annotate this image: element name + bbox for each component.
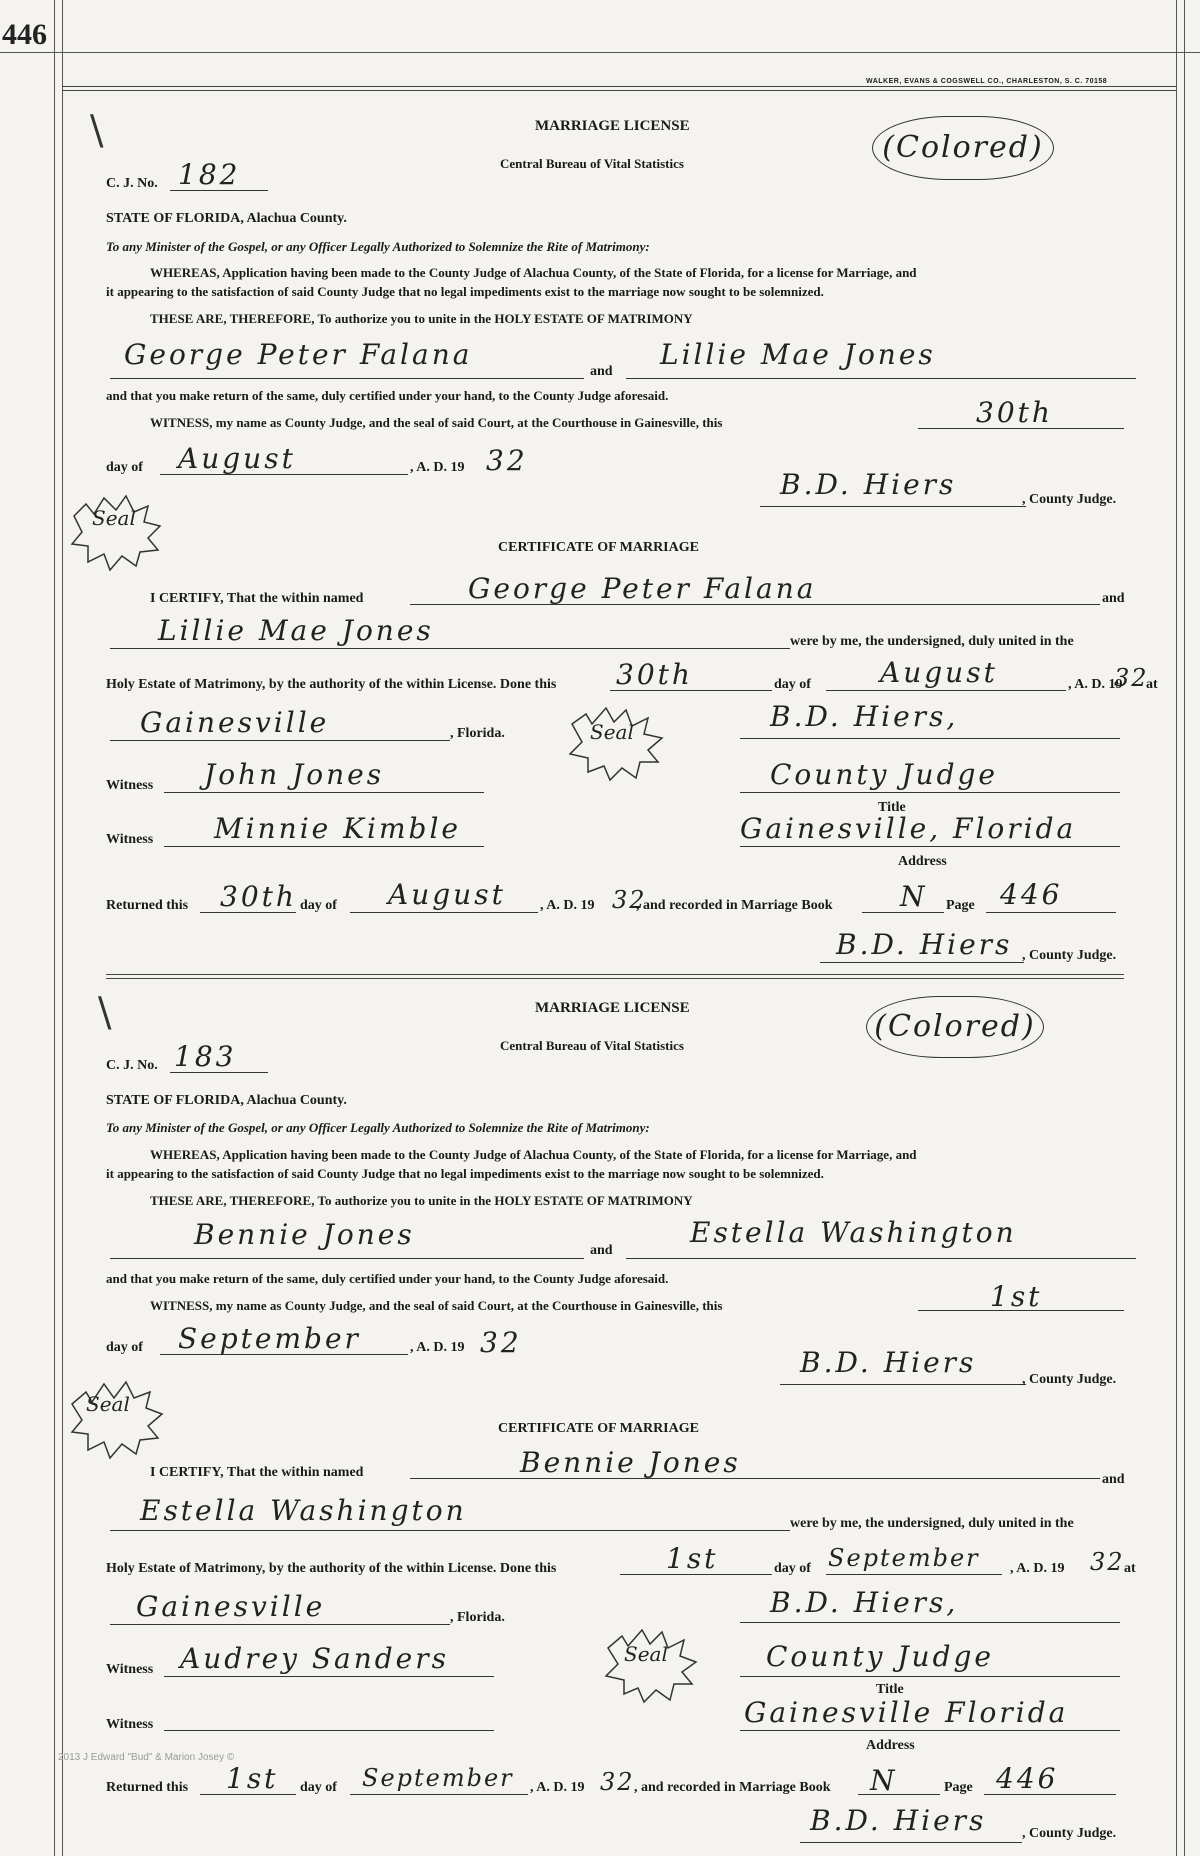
returned-ad: , A. D. 19: [530, 1780, 585, 1795]
witness-2-line: [164, 846, 484, 847]
witness-1-line: [164, 792, 484, 793]
recorded-label: , and recorded in Marriage Book: [636, 898, 833, 913]
license-day: 30th: [976, 396, 1053, 429]
court-seal-mark: [64, 486, 174, 572]
cert-and-label: and: [1102, 1472, 1125, 1487]
returned-day-line: [200, 1794, 296, 1795]
these-are-line: THESE ARE, THEREFORE, To authorize you to unite in the HOLY ESTATE OF MATRIMONY: [150, 311, 693, 326]
seal-text: Seal: [86, 1392, 130, 1416]
day-of-label: day of: [106, 460, 143, 475]
certificate-title: CERTIFICATE OF MARRIAGE: [498, 540, 699, 555]
holy-estate-label: Holy Estate of Matrimony, by the authority of the within License. Done this: [106, 1561, 557, 1576]
done-month: August: [880, 656, 998, 689]
place: Gainesville: [136, 1590, 326, 1623]
cert-bride-line: [110, 1530, 790, 1531]
witness-1-line: [164, 1676, 494, 1677]
license-year: 32: [486, 444, 528, 477]
top-rule: [0, 52, 1200, 53]
returned-ad: , A. D. 19: [540, 898, 595, 913]
record-check-mark: \: [98, 990, 112, 1036]
return-same-line: and that you make return of the same, duly certified under your hand, to the County Judge aforesaid.: [106, 388, 669, 403]
judge-signature-line: [780, 1384, 1026, 1385]
cert-and-label: and: [1102, 591, 1125, 606]
done-year: 32: [1090, 1548, 1125, 1576]
cert-bride-line: [110, 648, 790, 649]
license-month-line: [160, 1354, 408, 1355]
done-month: September: [828, 1544, 980, 1572]
cj-no-label: C. J. No.: [106, 1058, 158, 1073]
these-are-line: THESE ARE, THEREFORE, To authorize you to unite in the HOLY ESTATE OF MATRIMONY: [150, 1193, 693, 1208]
license-day-line: [918, 428, 1124, 429]
license-title: MARRIAGE LICENSE: [535, 1000, 690, 1016]
cert-groom: Bennie Jones: [520, 1446, 741, 1479]
done-ad: , A. D. 19: [1010, 1561, 1065, 1576]
page-label: Page: [944, 1780, 973, 1795]
witness-seal-line: WITNESS, my name as County Judge, and the seal of said Court, at the Courthouse in Gainesville, this: [150, 415, 723, 430]
officiant-signature: B.D. Hiers,: [770, 700, 959, 733]
i-certify-label: I CERTIFY, That the within named: [150, 1465, 364, 1480]
returned-day-of: day of: [300, 898, 337, 913]
address-label: Address: [866, 1738, 915, 1753]
cert-seal-mark: [560, 700, 672, 784]
returned-month: September: [362, 1764, 514, 1792]
right-margin-rule: [1176, 0, 1177, 1856]
returned-year: 32: [612, 886, 647, 914]
and-label: and: [590, 1243, 613, 1258]
judge-signature: B.D. Hiers: [800, 1346, 977, 1379]
county-judge-label: , County Judge.: [1022, 492, 1117, 507]
done-ad: , A. D. 19: [1068, 677, 1123, 692]
place-line: [110, 1624, 450, 1625]
cj-no-value: 182: [178, 158, 241, 191]
bride-line: [626, 1258, 1136, 1259]
license-year: 32: [480, 1326, 522, 1359]
returned-month-line: [350, 912, 538, 913]
groom-name: Bennie Jones: [194, 1218, 415, 1251]
done-day-of: day of: [774, 677, 811, 692]
officiant-title-line: [740, 1676, 1120, 1677]
return-signature: B.D. Hiers: [836, 928, 1013, 961]
witness-1-label: Witness: [106, 1662, 154, 1677]
whereas-line-2: it appearing to the satisfaction of said County Judge that no legal impediments exist to the marriage now sought to be solemnized.: [106, 1166, 824, 1181]
done-month-line: [826, 690, 1066, 691]
state-line: STATE OF FLORIDA, Alachua County.: [106, 1093, 347, 1108]
return-county-judge: , County Judge.: [1022, 1826, 1117, 1841]
place: Gainesville: [140, 706, 330, 739]
and-label: and: [590, 364, 613, 379]
returned-day: 1st: [226, 1762, 279, 1795]
colored-annotation: (Colored): [872, 116, 1054, 180]
right-margin-rule-outer: [1184, 0, 1185, 1856]
done-year: 32: [1114, 664, 1149, 692]
license-title: MARRIAGE LICENSE: [535, 118, 690, 134]
book-page-value: 446: [1000, 878, 1063, 911]
printer-imprint: WALKER, EVANS & COGSWELL CO., CHARLESTON, S. C. 70158: [866, 78, 1108, 85]
cert-bride: Lillie Mae Jones: [158, 614, 434, 647]
bride-line: [626, 378, 1136, 379]
officiant-line: [740, 1622, 1120, 1623]
officiant-address-line: [740, 846, 1120, 847]
witness-2-label: Witness: [106, 1717, 154, 1732]
returned-day-line: [200, 912, 296, 913]
title-label: Title: [878, 800, 906, 815]
return-signature: B.D. Hiers: [810, 1804, 987, 1837]
colored-annotation: (Colored): [866, 996, 1044, 1058]
officiant-line: [740, 738, 1120, 739]
place-line: [110, 740, 450, 741]
officiant-title: County Judge: [770, 758, 998, 791]
cert-seal-mark: [596, 1622, 706, 1706]
i-certify-label: I CERTIFY, That the within named: [150, 591, 364, 606]
cj-no-value: 183: [174, 1040, 237, 1073]
groom-name: George Peter Falana: [124, 338, 473, 371]
witness-2-label: Witness: [106, 832, 154, 847]
florida-label: , Florida.: [450, 726, 505, 741]
cert-groom-line: [410, 604, 1100, 605]
officiant-address: Gainesville, Florida: [740, 812, 1077, 845]
officiant-title-line: [740, 792, 1120, 793]
done-day: 1st: [666, 1542, 719, 1575]
cert-groom: George Peter Falana: [468, 572, 817, 605]
book-value: N: [900, 880, 928, 913]
done-day-of: day of: [774, 1561, 811, 1576]
returned-day: 30th: [220, 880, 297, 913]
whereas-line-2: it appearing to the satisfaction of said County Judge that no legal impediments exist to the marriage now sought to be solemnized.: [106, 284, 824, 299]
cert-bride: Estella Washington: [140, 1494, 467, 1527]
cert-seal-text: Seal: [590, 720, 634, 744]
seal-text: Seal: [92, 506, 136, 530]
return-signature-line: [800, 1842, 1022, 1843]
book-value: N: [870, 1764, 898, 1797]
groom-line: [110, 1258, 584, 1259]
license-month: August: [178, 442, 296, 475]
officiant-address: Gainesville Florida: [744, 1696, 1069, 1729]
cert-groom-line: [410, 1478, 1100, 1479]
to-any-line: To any Minister of the Gospel, or any Officer Legally Authorized to Solemnize the Rite of Matrimony:: [106, 1120, 650, 1135]
witness-seal-line: WITNESS, my name as County Judge, and the seal of said Court, at the Courthouse in Gainesville, this: [150, 1298, 723, 1313]
page-label: Page: [946, 898, 975, 913]
license-day: 1st: [990, 1280, 1043, 1313]
bureau-label: Central Bureau of Vital Statistics: [500, 156, 684, 171]
license-day-line: [918, 1310, 1124, 1311]
florida-label: , Florida.: [450, 1610, 505, 1625]
were-by-me-label: were by me, the undersigned, duly united in the: [790, 634, 1074, 649]
return-same-line: and that you make return of the same, duly certified under your hand, to the County Judge aforesaid.: [106, 1271, 669, 1286]
book-page-line: [984, 1794, 1116, 1795]
at-label: at: [1124, 1561, 1136, 1576]
license-month-line: [160, 474, 408, 475]
to-any-line: To any Minister of the Gospel, or any Officer Legally Authorized to Solemnize the Rite of Matrimony:: [106, 239, 650, 254]
groom-line: [110, 378, 584, 379]
witness-1-name: John Jones: [204, 758, 385, 791]
cj-no-label: C. J. No.: [106, 176, 158, 191]
whereas-line-1: WHEREAS, Application having been made to the County Judge of Alachua County, of the State of Florida, for a license for Marriage, and: [150, 265, 917, 280]
returned-label: Returned this: [106, 898, 189, 913]
book-line: [858, 1794, 940, 1795]
officiant-address-line: [740, 1730, 1120, 1731]
left-margin-rule-inner: [62, 0, 63, 1856]
were-by-me-label: were by me, the undersigned, duly united in the: [790, 1516, 1074, 1531]
officiant-signature: B.D. Hiers,: [770, 1586, 959, 1619]
returned-label: Returned this: [106, 1780, 189, 1795]
day-of-label: day of: [106, 1340, 143, 1355]
address-label: Address: [898, 854, 947, 869]
witness-2-name: Minnie Kimble: [214, 812, 461, 845]
county-judge-label: , County Judge.: [1022, 1372, 1117, 1387]
whereas-line-1: WHEREAS, Application having been made to the County Judge of Alachua County, of the State of Florida, for a license for Marriage, and: [150, 1147, 917, 1162]
page-number: 446: [2, 18, 47, 51]
officiant-title: County Judge: [766, 1640, 994, 1673]
done-day-line: [620, 1574, 772, 1575]
returned-month: August: [388, 878, 506, 911]
license-month: September: [178, 1322, 361, 1355]
done-day: 30th: [616, 658, 693, 691]
book-page-value: 446: [996, 1762, 1059, 1795]
ad-label: , A. D. 19: [410, 1340, 465, 1355]
returned-month-line: [350, 1794, 528, 1795]
judge-signature-line: [760, 506, 1026, 507]
returned-year: 32: [600, 1768, 635, 1796]
left-margin-rule: [54, 0, 55, 1856]
copyright-watermark: 2013 J Edward "Bud" & Marion Josey ©: [58, 1752, 235, 1763]
certificate-title: CERTIFICATE OF MARRIAGE: [498, 1421, 699, 1436]
state-line: STATE OF FLORIDA, Alachua County.: [106, 211, 347, 226]
done-month-line: [826, 1574, 1002, 1575]
bride-name: Lillie Mae Jones: [660, 338, 936, 371]
ad-label: , A. D. 19: [410, 460, 465, 475]
court-seal-mark: [64, 1370, 174, 1460]
book-page-line: [986, 912, 1116, 913]
witness-1-label: Witness: [106, 778, 154, 793]
bride-name: Estella Washington: [690, 1216, 1017, 1249]
holy-estate-label: Holy Estate of Matrimony, by the authority of the within License. Done this: [106, 677, 557, 692]
record-check-mark: \: [90, 108, 104, 154]
judge-signature: B.D. Hiers: [780, 468, 957, 501]
return-county-judge: , County Judge.: [1022, 948, 1117, 963]
record-separator: [106, 974, 1124, 979]
header-double-rule: [62, 86, 1176, 91]
witness-2-line: [164, 1730, 494, 1731]
return-signature-line: [820, 962, 1024, 963]
cert-seal-text: Seal: [624, 1642, 668, 1666]
returned-day-of: day of: [300, 1780, 337, 1795]
witness-1-name: Audrey Sanders: [180, 1642, 450, 1675]
at-label: at: [1146, 677, 1158, 692]
bureau-label: Central Bureau of Vital Statistics: [500, 1038, 684, 1053]
title-label: Title: [876, 1682, 904, 1697]
book-line: [862, 912, 944, 913]
recorded-label: , and recorded in Marriage Book: [634, 1780, 831, 1795]
done-day-line: [610, 690, 772, 691]
